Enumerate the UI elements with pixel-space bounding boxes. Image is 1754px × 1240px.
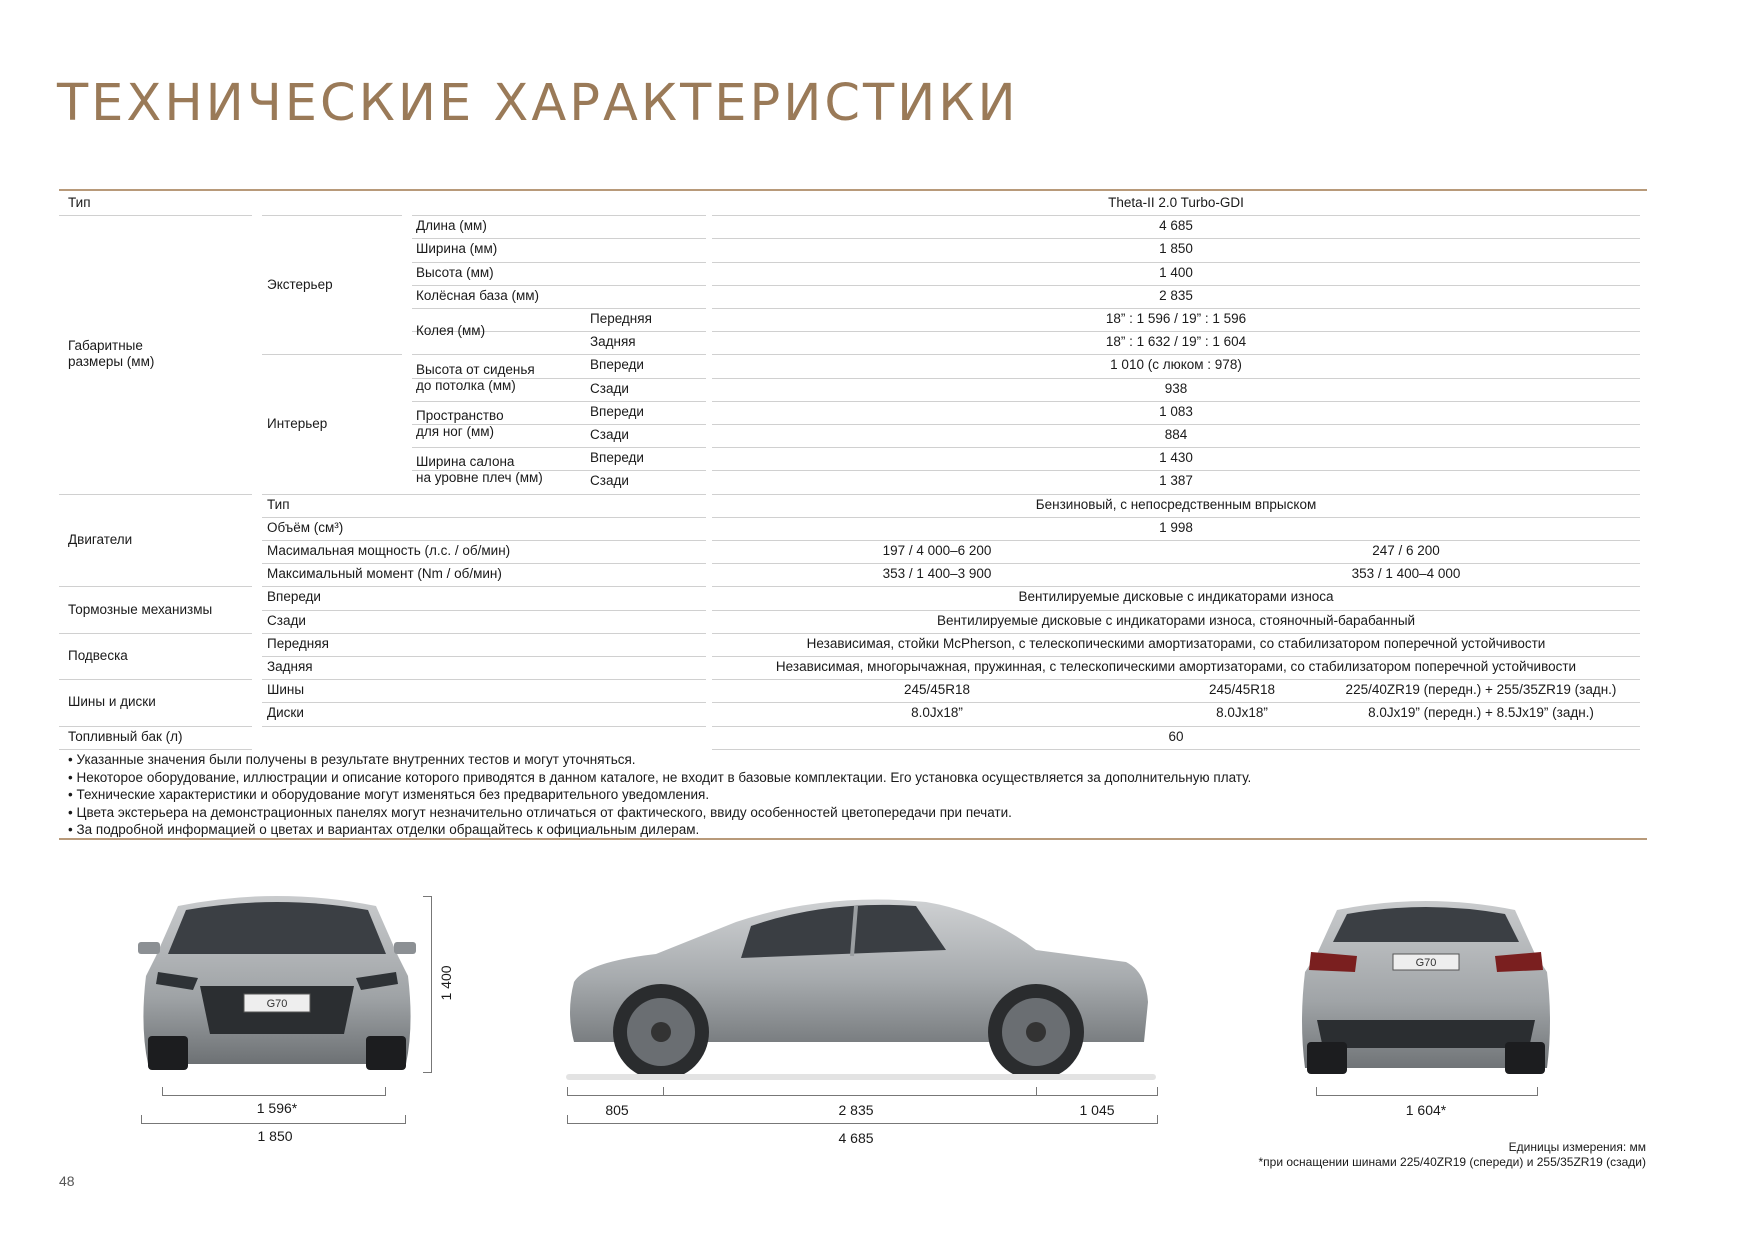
spec-label-shoulder: Ширина салона на уровне плеч (мм) — [416, 454, 543, 485]
table-rule — [412, 285, 706, 286]
page-title: ТЕХНИЧЕСКИЕ ХАРАКТЕРИСТИКИ — [57, 74, 1019, 133]
table-rule — [712, 749, 1640, 750]
table-rule — [712, 215, 1640, 216]
table-rule — [262, 610, 706, 611]
spec-value-shoulder-front: 1 430 — [1159, 450, 1193, 465]
table-rule — [712, 656, 1640, 657]
spec-sub-rear: Задняя — [590, 334, 636, 349]
spec-label-type: Тип — [68, 195, 91, 210]
spec-value-tire-3: 225/40ZR19 (передн.) + 255/35ZR19 (задн.) — [1345, 682, 1617, 697]
table-rule — [262, 354, 402, 355]
spec-sub-front: Передняя — [590, 311, 652, 326]
table-rule — [262, 494, 706, 495]
spec-label-power: Масимальная мощность (л.с. / об/мин) — [267, 543, 511, 558]
spec-label-wheelbase: Колёсная база (мм) — [416, 288, 540, 303]
page-number: 48 — [59, 1173, 75, 1189]
spec-sub-rear: Сзади — [590, 427, 629, 442]
spec-value-brakes-front: Вентилируемые дисковые с индикаторами износа — [1018, 589, 1334, 604]
rear-track-value: 1 604* — [1405, 1102, 1447, 1118]
table-rule — [412, 262, 706, 263]
table-rule — [59, 494, 252, 495]
table-rule — [712, 726, 1640, 727]
spec-sub-front: Впереди — [590, 357, 644, 372]
spec-group-interior: Интерьер — [267, 416, 328, 431]
spec-label-brakes: Тормозные механизмы — [68, 602, 213, 617]
spec-group-exterior: Экстерьер — [267, 277, 333, 292]
front-plate-text: G70 — [266, 998, 288, 1010]
rear-overhang-value: 1 045 — [1079, 1102, 1115, 1118]
spec-value-wheelbase: 2 835 — [1159, 288, 1193, 303]
units-note — [1258, 1140, 1646, 1170]
table-rule — [712, 563, 1640, 564]
car-side-view-image — [566, 892, 1156, 1080]
spec-value-legroom-rear: 884 — [1164, 427, 1188, 442]
rear-plate-text: G70 — [1415, 957, 1437, 969]
spec-value-rim-1: 8.0Jx18” — [911, 705, 963, 720]
table-rule — [712, 633, 1640, 634]
spec-value-headroom-rear: 938 — [1164, 381, 1188, 396]
spec-value-legroom-front: 1 083 — [1159, 404, 1193, 419]
spec-label-width: Ширина (мм) — [416, 241, 498, 256]
table-rule — [712, 354, 1640, 355]
spec-value-rim-3: 8.0Jx19” (передн.) + 8.5Jx19” (задн.) — [1368, 705, 1594, 720]
front-track-value: 1 596* — [256, 1100, 298, 1116]
wheelbase-value: 2 835 — [838, 1102, 874, 1118]
spec-value-track-rear: 18” : 1 632 / 19” : 1 604 — [1105, 334, 1247, 349]
table-rule — [712, 238, 1640, 239]
spec-label-engine-type: Тип — [267, 497, 290, 512]
table-rule — [712, 378, 1640, 379]
front-width-value: 1 850 — [257, 1128, 293, 1144]
table-rule — [59, 215, 252, 216]
table-rule — [712, 308, 1640, 309]
spec-value-power-1: 197 / 4 000–6 200 — [882, 543, 992, 558]
spec-label-displacement: Объём (см³) — [267, 520, 344, 535]
spec-value-track-front: 18” : 1 596 / 19” : 1 596 — [1105, 311, 1247, 326]
spec-value-tire-2: 245/45R18 — [1208, 682, 1276, 697]
spec-label-engines: Двигатели — [68, 532, 133, 547]
spec-value-fuel: 60 — [1168, 729, 1184, 744]
table-rule — [412, 308, 706, 309]
spec-value-length: 4 685 — [1159, 218, 1193, 233]
table-rule — [262, 656, 706, 657]
note-item: • Цвета экстерьера на демонстрационных панелях могут незначительно отличаться от фактического, ввиду особенностей цветопередачи при печати. — [68, 804, 1012, 820]
table-rule — [712, 702, 1640, 703]
table-rule — [262, 633, 706, 634]
spec-value-engine-type: Бензиновый, с непосредственным впрыском — [1035, 497, 1317, 512]
table-rule — [712, 494, 1640, 495]
spec-label-dimensions: Габаритные размеры (мм) — [68, 338, 155, 369]
spec-sub-rear: Сзади — [590, 381, 629, 396]
spec-label-headroom: Высота от сиденья до потолка (мм) — [416, 362, 535, 393]
table-rule — [712, 470, 1640, 471]
table-rule — [262, 215, 402, 216]
spec-label-suspension: Подвеска — [68, 648, 128, 663]
car-rear-view-image — [1297, 892, 1555, 1078]
spec-value-torque-1: 353 / 1 400–3 900 — [882, 566, 992, 581]
table-rule — [412, 238, 706, 239]
table-rule — [712, 610, 1640, 611]
table-rule — [262, 517, 706, 518]
spec-sub-front: Впереди — [267, 589, 321, 604]
table-rule — [412, 215, 706, 216]
table-rule — [59, 726, 252, 727]
table-rule — [262, 540, 706, 541]
spec-value-type: Theta-II 2.0 Turbo-GDI — [1108, 195, 1244, 210]
spec-label-torque: Максимальный момент (Nm / об/мин) — [267, 566, 502, 581]
table-rule — [262, 679, 706, 680]
table-rule — [412, 447, 706, 448]
spec-sub-front: Впереди — [590, 404, 644, 419]
table-rule — [712, 679, 1640, 680]
front-overhang-value: 805 — [605, 1102, 629, 1118]
spec-value-displacement: 1 998 — [1159, 520, 1193, 535]
table-rule — [262, 586, 706, 587]
units-line: Единицы измерения: мм — [1508, 1140, 1646, 1154]
table-rule — [712, 401, 1640, 402]
table-rule — [712, 540, 1640, 541]
spec-sub-front: Передняя — [267, 636, 329, 651]
length-value: 4 685 — [838, 1130, 874, 1146]
spec-label-track: Колея (мм) — [416, 323, 486, 338]
spec-value-width: 1 850 — [1159, 241, 1193, 256]
spec-sub-rear: Задняя — [267, 659, 313, 674]
spec-value-headroom-front: 1 010 (с люком : 978) — [1110, 357, 1242, 372]
table-rule — [712, 586, 1640, 587]
table-rule — [712, 447, 1640, 448]
table-rule — [59, 633, 252, 634]
car-front-view-image — [138, 886, 416, 1076]
spec-label-height: Высота (мм) — [416, 265, 494, 280]
table-rule — [262, 726, 706, 727]
table-rule — [262, 563, 706, 564]
spec-label-tires: Шины и диски — [68, 694, 156, 709]
table-top-rule — [59, 189, 1647, 191]
table-rule — [712, 262, 1640, 263]
table-rule — [712, 424, 1640, 425]
spec-value-suspension-rear: Независимая, многорычажная, пружинная, с телескопическими амортизаторами, со стабилизатором поперечной устойчивости — [775, 659, 1577, 674]
spec-value-height: 1 400 — [1159, 265, 1193, 280]
spec-sub-rear: Сзади — [590, 473, 629, 488]
notes-list — [68, 751, 1251, 839]
spec-sub-rear: Сзади — [267, 613, 306, 628]
spec-label-fuel: Топливный бак (л) — [68, 729, 183, 744]
table-rule — [59, 749, 252, 750]
table-rule — [412, 401, 706, 402]
table-rule — [712, 285, 1640, 286]
table-rule — [412, 354, 706, 355]
note-item: • Указанные значения были получены в результате внутренних тестов и могут уточняться. — [68, 752, 636, 767]
spec-label-length: Длина (мм) — [416, 218, 487, 233]
note-item: • За подробной информацией о цветах и вариантах отделки обращайтесь к официальным дилерам. — [68, 822, 700, 837]
table-rule — [262, 702, 706, 703]
spec-value-brakes-rear: Вентилируемые дисковые с индикаторами износа, стояночный-барабанный — [936, 613, 1416, 628]
note-item: • Технические характеристики и оборудование могут изменяться без предварительного уведомления. — [68, 787, 710, 802]
table-rule — [59, 679, 252, 680]
spec-value-torque-2: 353 / 1 400–4 000 — [1351, 566, 1461, 581]
spec-sub-tires: Шины — [267, 682, 305, 697]
table-rule — [59, 586, 252, 587]
spec-label-legroom: Пространство для ног (мм) — [416, 408, 504, 439]
spec-sub-rims: Диски — [267, 705, 304, 720]
table-rule — [712, 517, 1640, 518]
spec-value-suspension-front: Независимая, стойки McPherson, с телескопическими амортизаторами, со стабилизатором поперечной устойчивости — [806, 636, 1546, 651]
spec-value-shoulder-rear: 1 387 — [1159, 473, 1193, 488]
spec-value-tire-1: 245/45R18 — [903, 682, 971, 697]
spec-sub-front: Впереди — [590, 450, 644, 465]
tires-footnote: *при оснащении шинами 225/40ZR19 (спереди) и 255/35ZR19 (сзади) — [1258, 1155, 1646, 1169]
spec-value-rim-2: 8.0Jx18” — [1216, 705, 1268, 720]
table-rule — [712, 331, 1640, 332]
spec-value-power-2: 247 / 6 200 — [1372, 543, 1440, 558]
note-item: • Некоторое оборудование, иллюстрации и описание которого приводятся в данном каталоге, не входит в базовые комплектации. Его установка осуществляется за дополнительную плату. — [68, 769, 1252, 785]
height-value: 1 400 — [438, 965, 454, 1001]
